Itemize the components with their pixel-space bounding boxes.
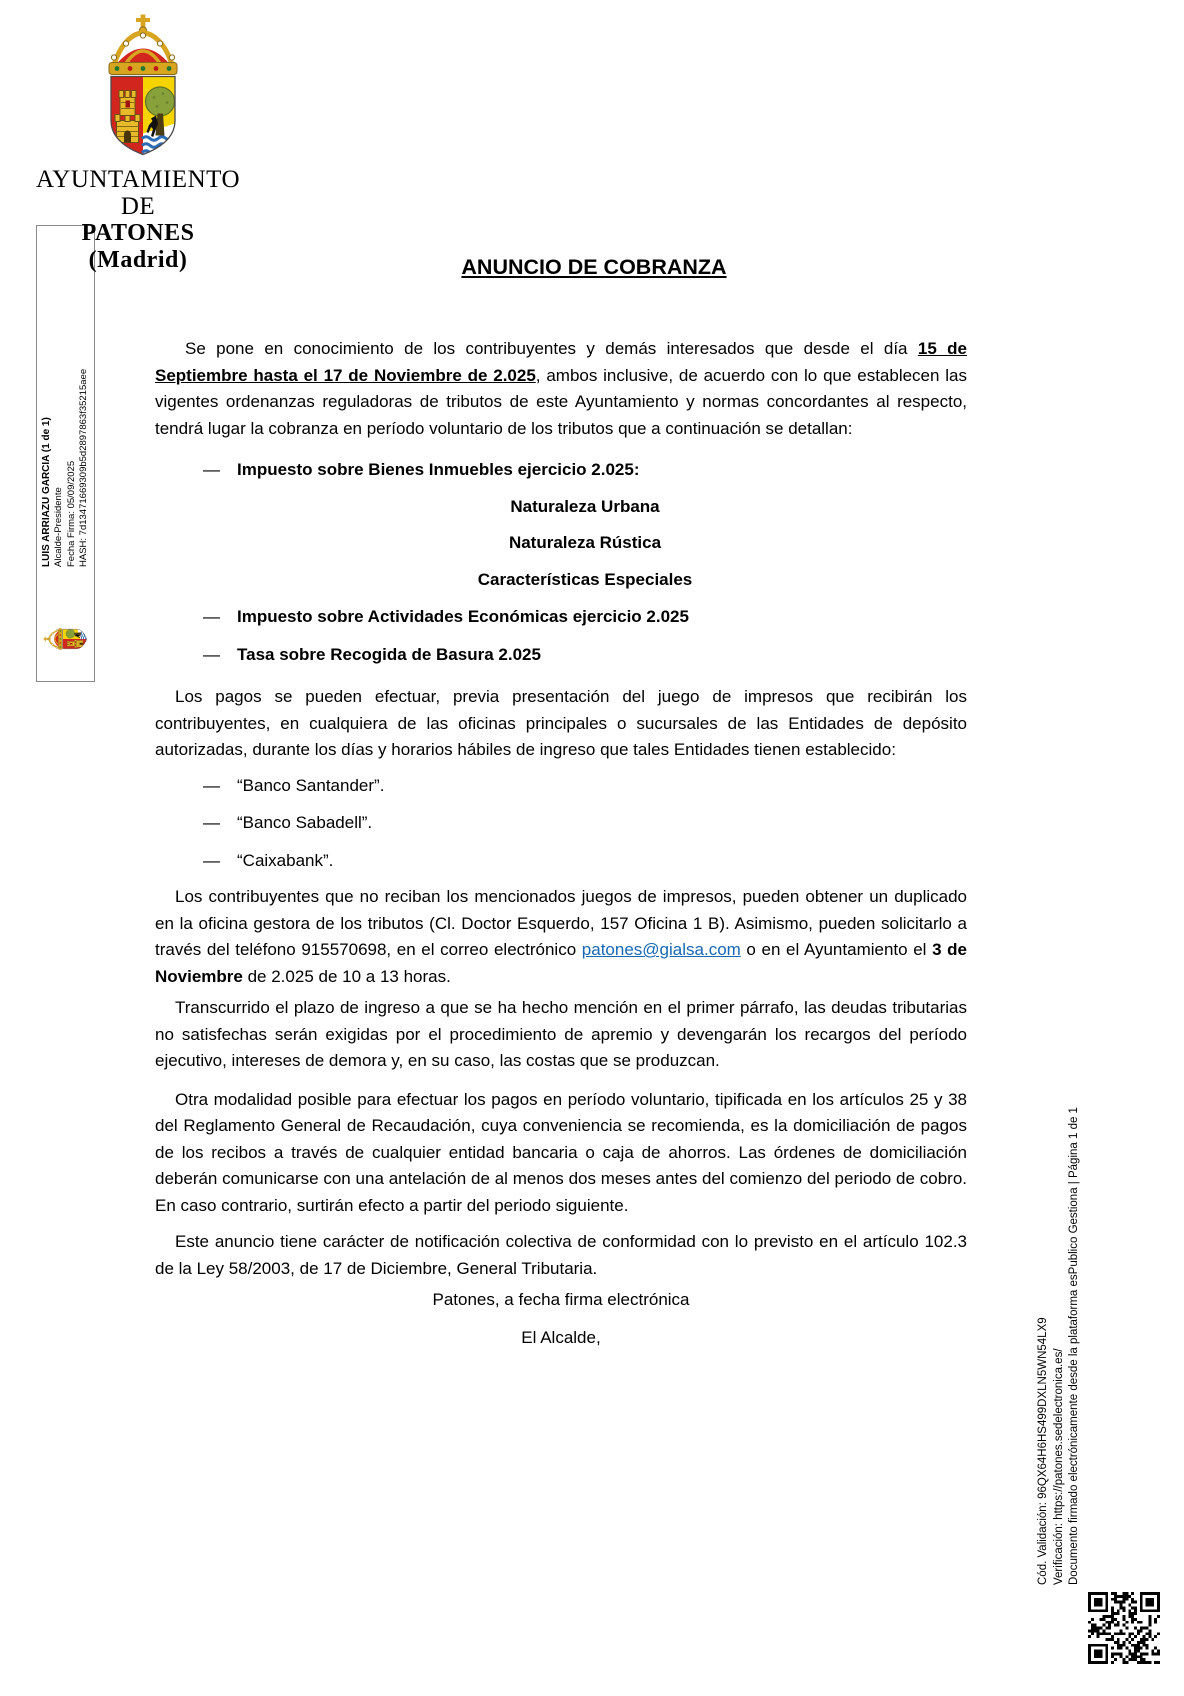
signature-hash: HASH: 7d13471669309b5d2897863f35215aee xyxy=(77,368,89,567)
paragraph-direct-debit: Otra modalidad posible para efectuar los pagos en período voluntario, tipificada en los artículos 25 y 38 del Reglamento General de Recaudación, cuya conveniencia se recomienda, es la domiciliación de pagos de los recibos a través de cualquier entidad bancaria o caja de ahorros. Las órdenes de domiciliación deberán comunicarse con una antelación de al menos dos meses antes del comienzo del periodo de cobro. En caso contrario, surtirán efecto a partir del periodo siguiente. xyxy=(155,1089,967,1215)
dash-icon: — xyxy=(203,644,220,664)
dash-icon: — xyxy=(203,850,220,870)
tax-item-basura: — Tasa sobre Recogida de Basura 2.025 xyxy=(155,642,967,669)
bank-item-sabadell: — “Banco Sabadell”. xyxy=(155,810,967,837)
document-body xyxy=(155,254,967,1351)
signer-name: LUIS ARRIAZU GARCIA (1 de 1) xyxy=(40,417,52,567)
tax-item-ibi: — Impuesto sobre Bienes Inmuebles ejercicio 2.025: xyxy=(155,457,967,484)
platform-note: Documento firmado electrónicamente desde la plataforma esPublico Gestiona | Página 1 de 1 xyxy=(1068,1107,1080,1585)
validation-sidebar xyxy=(1036,985,1086,1585)
paragraph-payment: Los pagos se pueden efectuar, previa presentación del juego de impresos que recibirán los contribuyentes, en cualquiera de las oficinas principales o sucursales de las Entidades de depósito autorizadas, durante los días y horarios hábiles de ingreso que tales Entidades tienen establecido: xyxy=(155,687,967,759)
coat-of-arms xyxy=(93,12,193,159)
closing-role-line: El Alcalde, xyxy=(521,1327,601,1347)
paragraph-enforcement: Transcurrido el plazo de ingreso a que se ha hecho mención en el primer párrafo, las deudas tributarias no satisfechas serán exigidas por el procedimiento de apremio y devengarán los recargos del período ejecutivo, intereses de demora y, en su caso, las costas que se produzcan. xyxy=(155,998,967,1070)
validation-code: Cód. Validación: 96QX64H6HS499DXLN5WN54LX9 xyxy=(1037,1317,1049,1585)
org-line-2: DE xyxy=(120,193,156,220)
dash-icon: — xyxy=(203,460,220,479)
organization-name xyxy=(18,166,258,274)
page-title: ANUNCIO DE COBRANZA xyxy=(461,255,727,279)
org-line-1: AYUNTAMIENTO xyxy=(36,166,240,193)
org-line-4: (Madrid) xyxy=(88,247,188,273)
dash-icon: — xyxy=(203,775,220,795)
email-link[interactable]: patones@gialsa.com xyxy=(581,940,741,959)
verification-url: Verificación: https://patones.sedelectronica.es/ xyxy=(1052,1348,1065,1585)
signature-details xyxy=(41,369,90,567)
signer-role: Alcalde-Presidente xyxy=(53,487,65,567)
paragraph-intro: Se pone en conocimiento de los contribuyentes y demás interesados que desde el día 15 de Septiembre hasta el 17 de Noviembre de 2.025, ambos inclusive, de acuerdo con lo que establecen las vigentes ordenanzas reguladoras de tributos de este Ayuntamiento y normas concordantes al respecto, tendrá lugar la cobranza en período voluntario de los tributos que a continuación se detallan: xyxy=(155,339,967,438)
org-line-3: PATONES xyxy=(81,220,195,246)
signature-coat-of-arms-icon xyxy=(43,623,88,655)
tax-subitem-especiales: Características Especiales xyxy=(477,569,693,589)
dash-icon: — xyxy=(203,607,220,626)
paragraph-duplicate: Los contribuyentes que no reciban los mencionados juegos de impresos, pueden obtener un duplicado en la oficina gestora de los tributos (Cl. Doctor Esquerdo, 157 Oficina 1 B). Asimismo, pueden solicitarlo a través del teléfono 915570698, en el correo electrónico patones@gialsa.com o en el Ayuntamiento el 3 de Noviembre de 2.025 de 10 a 13 horas. xyxy=(155,887,967,986)
signature-date: Fecha Firma: 05/09/2025 xyxy=(65,460,77,567)
tax-subitem-rustica: Naturaleza Rústica xyxy=(508,533,662,552)
dash-icon: — xyxy=(203,813,220,832)
qr-code xyxy=(1088,1592,1160,1664)
bank-item-caixabank: — “Caixabank”. xyxy=(155,848,967,875)
bank-item-santander: — “Banco Santander”. xyxy=(155,773,967,800)
signature-stamp-box xyxy=(36,225,95,682)
paragraph-legal-basis: Este anuncio tiene carácter de notificación colectiva de conformidad con lo previsto en el artículo 102.3 de la Ley 58/2003, de 17 de Diciembre, General Tributaria. xyxy=(155,1232,967,1278)
collection-period-dates: 15 de Septiembre hasta el 17 de Noviembre de 2.025 xyxy=(155,339,967,385)
town-hall-date: 3 de Noviembre xyxy=(155,940,967,986)
closing-place-line: Patones, a fecha firma electrónica xyxy=(432,1290,690,1309)
tax-subitem-urbana: Naturaleza Urbana xyxy=(510,496,660,516)
tax-item-iae: — Impuesto sobre Actividades Económicas ejercicio 2.025 xyxy=(155,604,967,631)
